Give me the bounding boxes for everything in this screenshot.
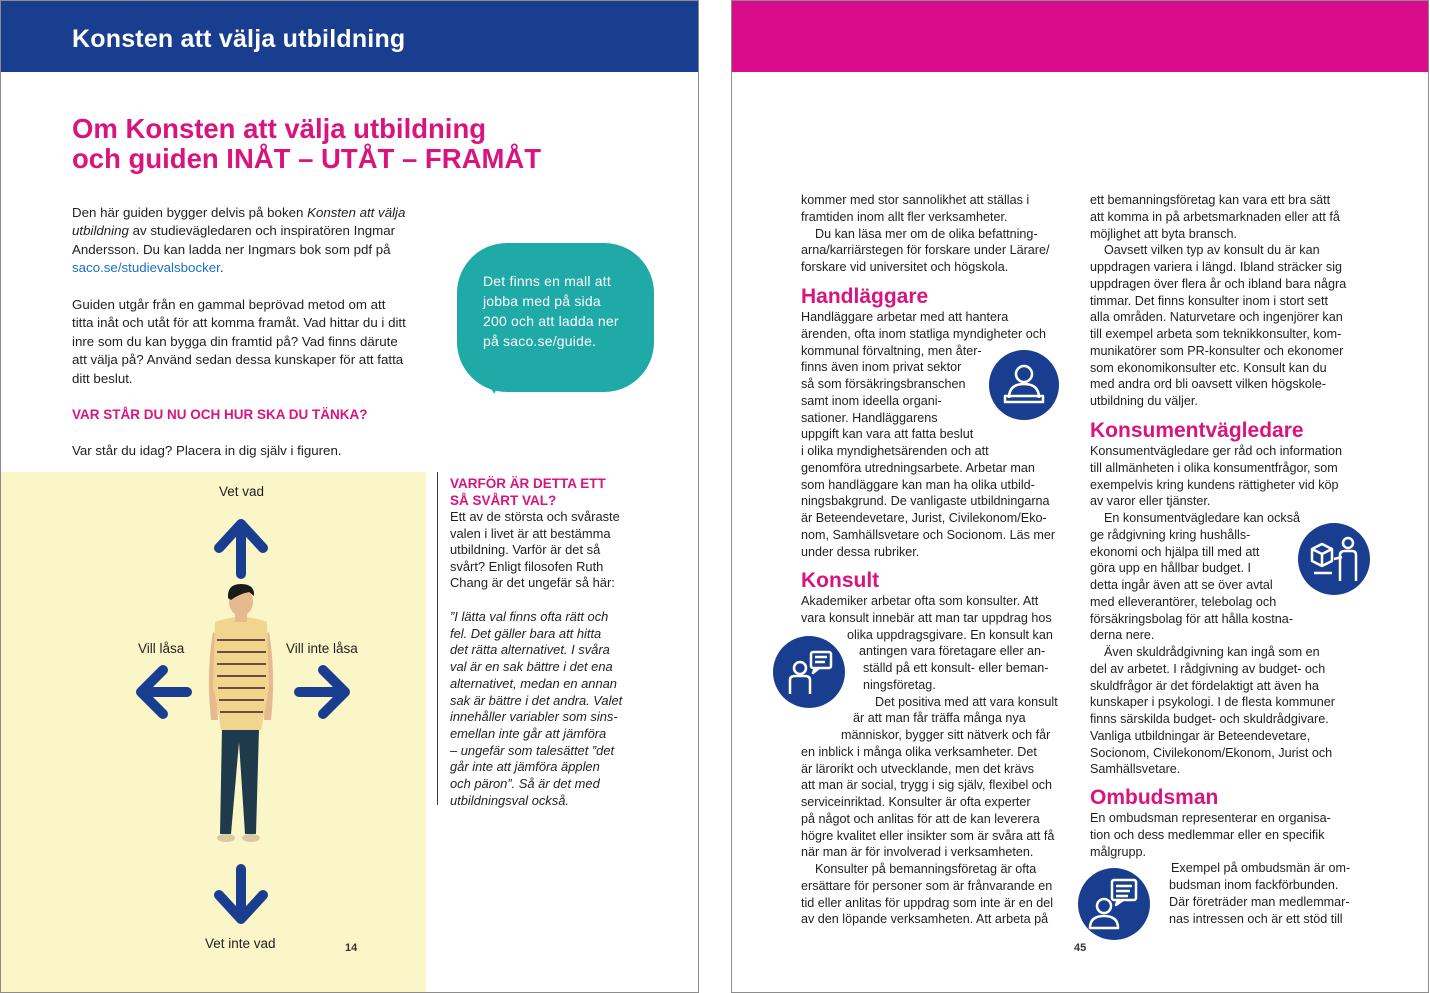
consultant-speech-icon xyxy=(773,636,845,708)
col1-intro: kommer med stor sannolikhet att ställas i framtiden inom allt fler verksamheter. Du kan läsa mer om de olika befattning- arna/karriärstegen för forskare under Lärare/ forskare vid universitet och högskola. xyxy=(801,193,1050,274)
handlaggare-text: Handläggare arbetar med att hantera ärenden, ofta inom statliga myndigheter och kommunal förvaltning, men åter- finns även inom privat sektor så som försäkringsbranschen samt inom ideella organi- sationer. Handläggarens uppgift kan vara att fatta beslut i olika myndighetsärenden och att genomföra utredningsarbete. Arbetar man som handläggare kan man ha olika utbild- ningsbakgrund. De vanligaste utbildningarna är Beteendevetare, Jurist, Civilekonom/Eko- nom, Samhällsvetare och Socionom. Läs mer under dessa rubriker. xyxy=(801,310,1056,559)
page-heading xyxy=(72,114,541,174)
arrow-left-icon xyxy=(141,670,187,714)
page-number: 14 xyxy=(345,942,358,954)
sidebar-text: Ett av de största och svåraste valen i livet är att bestämma utbildning. Varför är det så svårt? Enligt filosofen Ruth Chang är det ungefär så här: xyxy=(450,509,620,591)
method-paragraph: Guiden utgår från en gammal beprövad metod om att titta inåt och utåt för att komma framåt. Vad hittar du i ditt inre som du kan bygga din framtid på? Vad finns därute att välja på? Använd sedan dessa kunskaper för att fatta ditt beslut. xyxy=(72,297,406,386)
band-title: Konsten att välja utbildning xyxy=(72,25,406,53)
arrow-down-icon xyxy=(219,869,263,919)
figure-label-right: Vill inte låsa xyxy=(286,641,358,656)
consumer-advisor-icon xyxy=(1298,523,1370,595)
speech-bubble-text: Det finns en mall att jobba med på sida 200 och att ladda ner på saco.se/guide. xyxy=(483,273,619,349)
sidebar-quote: ”I lätta val finns ofta rätt och fel. Det gäller bara att hitta det rätta alternativet. I svåra val är en sak bättre i det ena alternativet, medan en annan sak är bättre i det andra. Valet innehåller variabler som sins- emellan inte går att jämföra – ungefär som talesättet ”det går inte att jämföra äpplen och päron”. Så är det med utbildningsval också. xyxy=(450,609,623,808)
ombudsman-text: En ombudsman representerar en organisa- tion och dess medlemmar eller en specifik målgrupp. Exempel på ombudsmän är om- budsman inom fackförbunden. Där företräder man medlemmar- nas intressen och är ett stöd till xyxy=(1090,811,1351,926)
konsumentvagledare-text: Konsumentvägledare ger råd och information till allmänheten i olika konsumentfrågor, som exempelvis kring kundens rättigheter vid köp av varor eller tjänster. En konsumentvägledare kan också ge rådgivning kring hushålls- ekonomi och hjälpa till med att göra upp en hållbar budget. I detta ingår även att se över avtal med elleverantörer, telebolag och försäkringsbolag för att hålla kostna- derna nere. Även skuldrådgivning kan ingå som en del av arbetet. I rådgivning av budget- och skuldfrågor är det fördelaktigt att även ha kunskaper i psykologi. I de flesta kommuner finns särskilda budget- och skuldrådgivare. Vanliga utbildningar är Beteendevetare, Socionom, Civilekonom/Ekonom, Jurist och Samhällsvetare. xyxy=(1090,444,1343,777)
ombudsman-heading: Ombudsman xyxy=(1090,786,1219,809)
section-subheading: VAR STÅR DU NU OCH HUR SKA DU TÄNKA? xyxy=(72,407,368,422)
figure-label-top: Vet vad xyxy=(219,484,265,499)
studievalsbocker-link[interactable]: saco.se/studievalsbocker xyxy=(72,260,220,276)
person-at-desk-icon xyxy=(989,350,1059,420)
arrow-right-icon xyxy=(299,670,345,714)
page-number: 45 xyxy=(1074,942,1087,954)
konsult-text: Akademiker arbetar ofta som konsulter. Att vara konsult innebär att man tar uppdrag hos olika uppdragsgivare. En konsult kan antingen vara företagare eller an- ställd på ett konsult- eller beman- ningsföretag. Det positiva med att vara konsult är att man får träffa många nya människor, bygger sitt nätverk och får en inblick i många olika verksamheter. Det är lärorikt och utvecklande, men det krävs att man är social, trygg i sig själv, flexibel och serviceinriktad. Konsulter är ofta experter på något och anlitas för att de kan leverera högre kvalitet eller insikter som är svåra att få när man är för involverad i verksamheten. Konsulter på bemanningsföretag är ofta ersättare för personer som är frånvarande en tid eller anlitas för uppdrag som inte är en del av den löpande verksamheten. Att arbeta på xyxy=(801,594,1058,927)
figure-label-bottom: Vet inte vad xyxy=(205,936,276,951)
col2-intro: ett bemanningsföretag kan vara ett bra sätt att komma in på arbetsmarknaden eller att få möjlighet att byta bransch. Oavsett vilken typ av konsult du är kan uppdragen variera i längd. Ibland sträcker sig uppdragen över flera år och ibland bara några timmar. Det finns konsulter inom i stort sett alla områden. Naturvetare och ingenjörer kan till exempel arbeta som teknikkonsulter, kom- munikatörer som PR-konsulter och ekonomer som ekonomikonsulter etc. Konsult kan du med andra ord bli oavsett vilken högskole- utbildning du väljer. xyxy=(1090,193,1347,408)
standing-person-illustration xyxy=(209,584,273,842)
handlaggare-heading: Handläggare xyxy=(801,285,929,308)
figure-graphic xyxy=(1,472,426,993)
ombudsman-chat-icon xyxy=(1078,868,1150,940)
intro-paragraph: Den här guiden bygger delvis på boken Konsten att välja utbildning av studievägledaren och inspiratören Ingmar Andersson. Du kan ladda ner Ingmars bok som pdf på saco.se/studievalsbocker. xyxy=(72,205,406,276)
konsult-heading: Konsult xyxy=(801,569,880,592)
instruction-text: Var står du idag? Placera in dig själv i figuren. xyxy=(72,443,342,458)
header-band xyxy=(732,1,1428,72)
right-page xyxy=(731,0,1429,993)
arrow-up-icon xyxy=(219,524,263,574)
konsumentvagledare-heading: Konsumentvägledare xyxy=(1090,419,1304,442)
heading-line-1: Om Konsten att välja utbildning xyxy=(72,113,487,144)
left-page xyxy=(0,0,699,993)
sidebar-divider xyxy=(437,472,438,805)
sidebar-heading: VARFÖR ÄR DETTA ETT SÅ SVÅRT VAL? xyxy=(450,476,606,508)
heading-line-2: och guiden INÅT – UTÅT – FRAMÅT xyxy=(72,143,542,174)
figure-label-left: Vill låsa xyxy=(138,641,185,656)
